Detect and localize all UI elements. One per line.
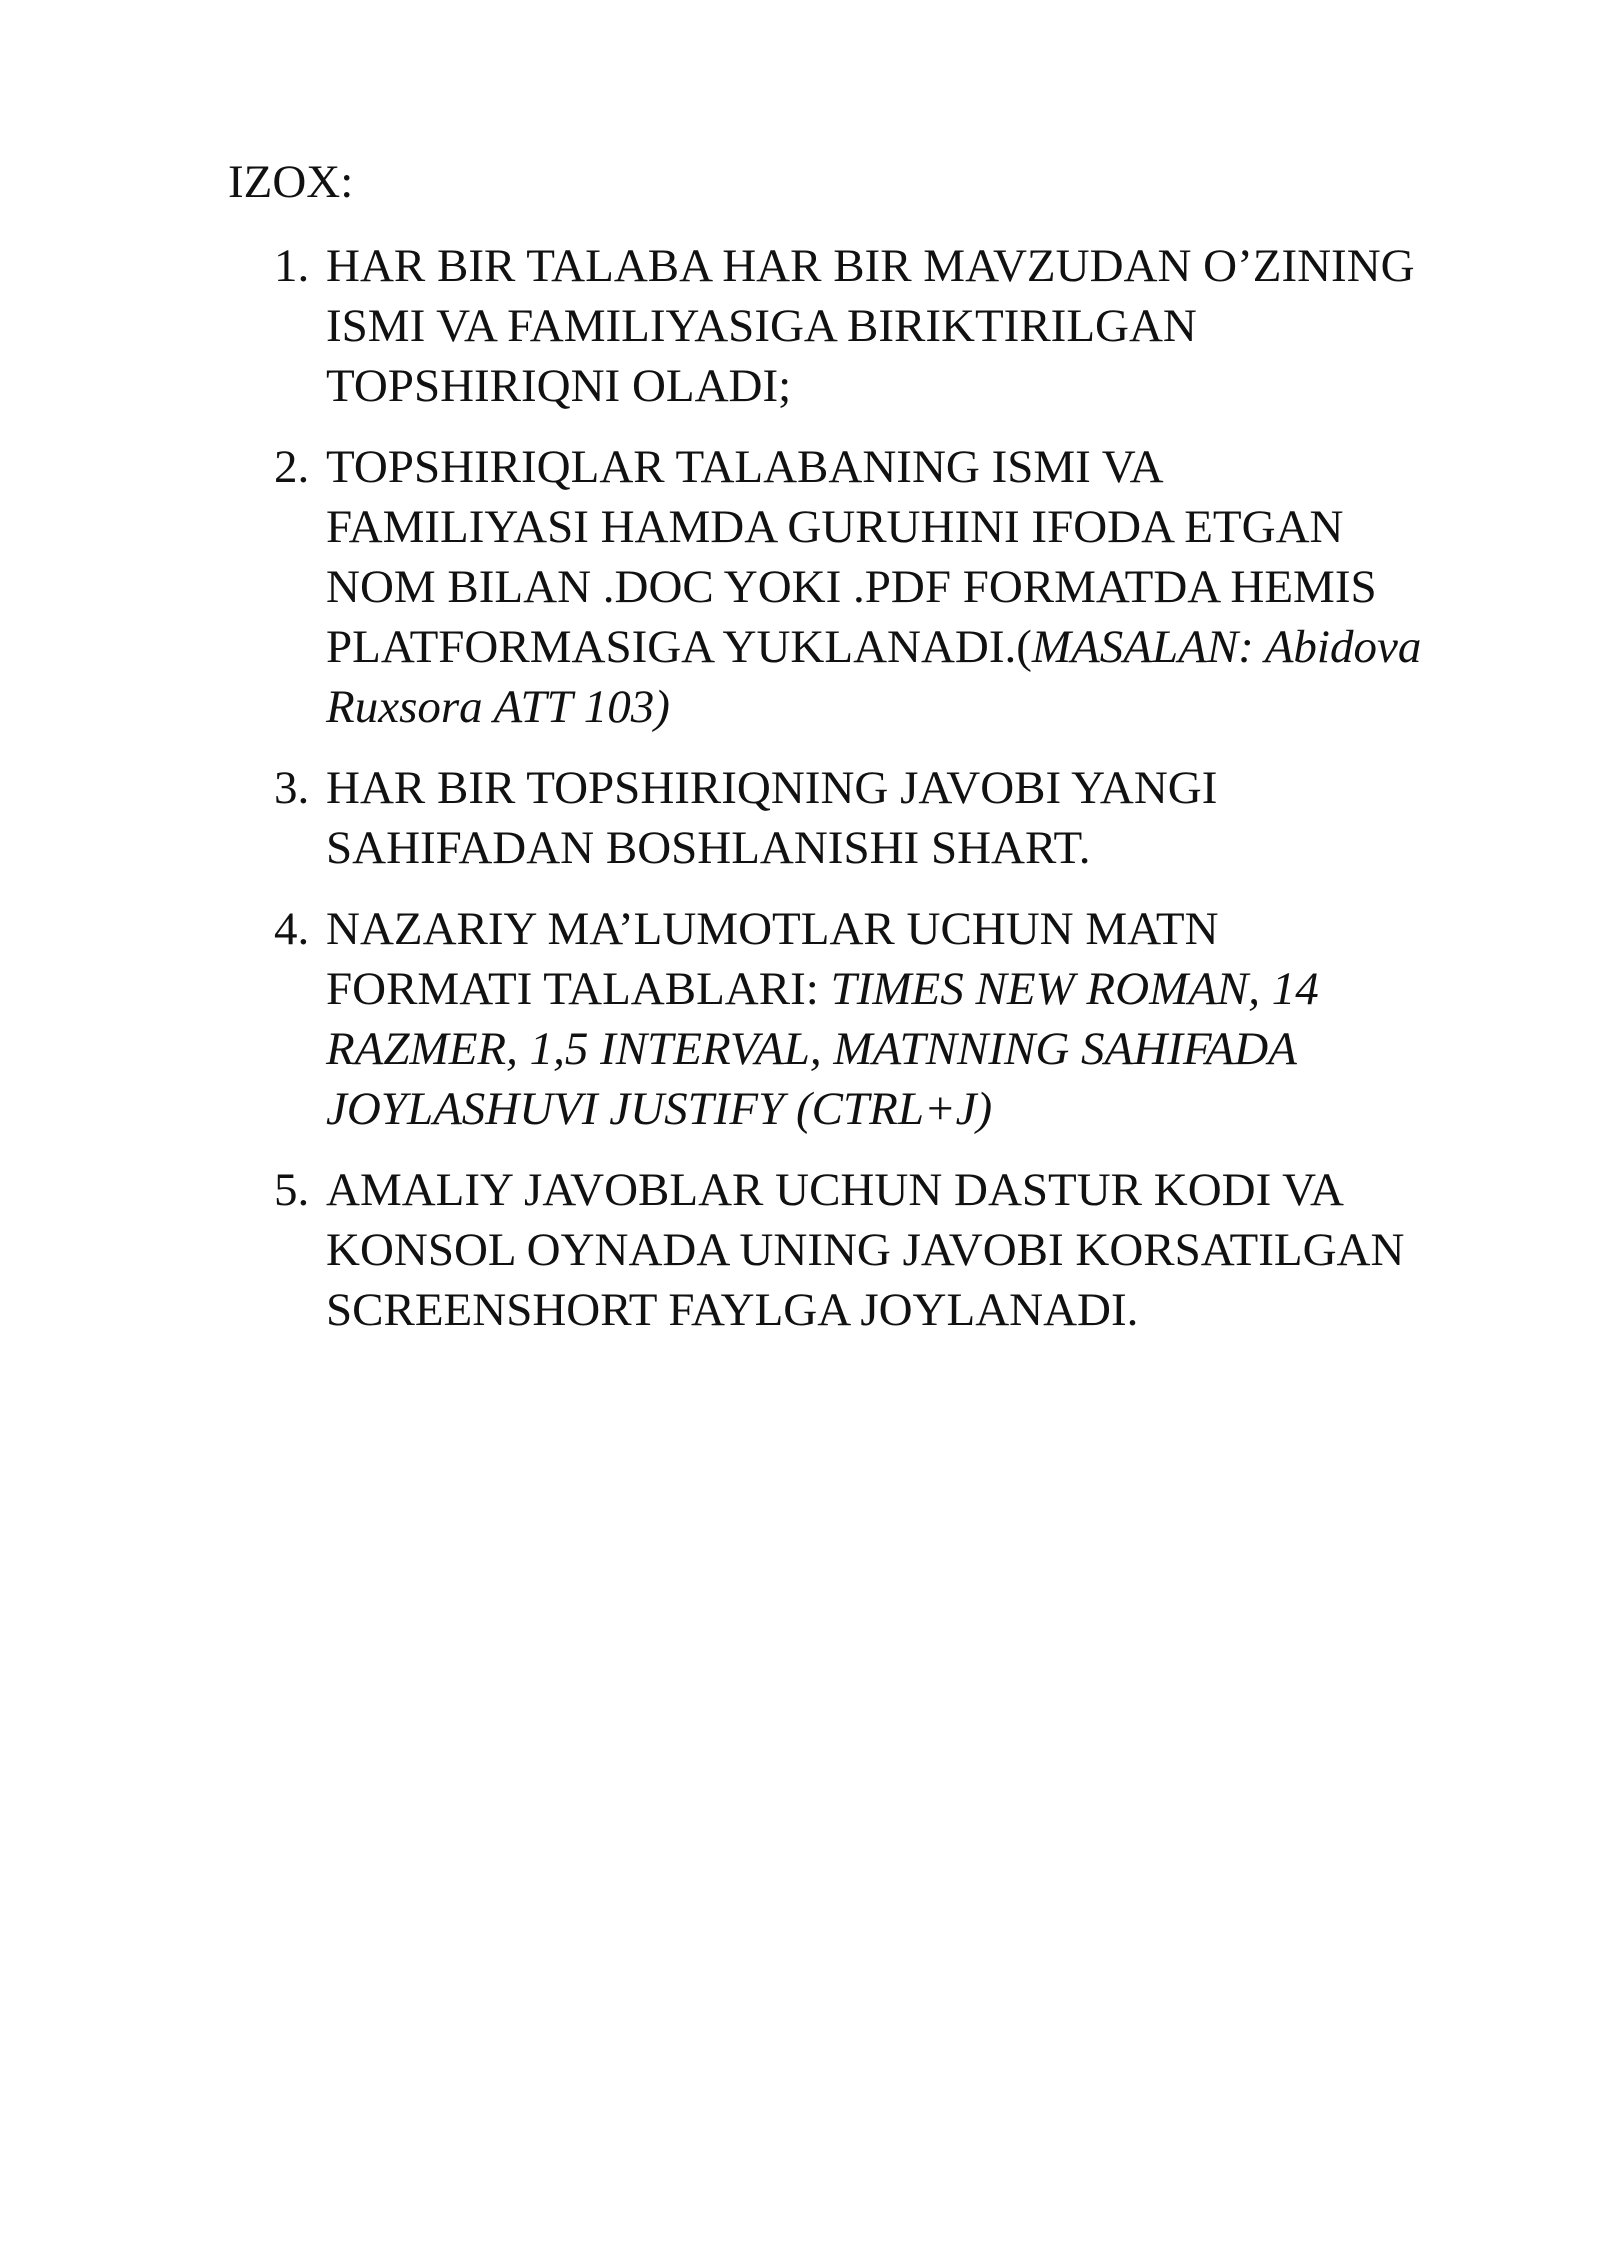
note-line: SAHIFADAN BOSHLANISHI SHART.	[326, 822, 1091, 874]
note-line: KONSOL OYNADA UNING JAVOBI KORSATILGAN	[326, 1224, 1405, 1276]
note-line: HAR BIR TALABA HAR BIR MAVZUDAN O’ZINING	[326, 240, 1415, 292]
notes-heading: IZOX:	[228, 156, 354, 208]
note-line: NOM BILAN .DOC YOKI .PDF FORMATDA HEMIS	[326, 561, 1377, 613]
note-number: 1.	[274, 240, 310, 292]
note-line: HAR BIR TOPSHIRIQNING JAVOBI YANGI	[326, 762, 1218, 814]
note-item-2	[274, 437, 1494, 737]
note-number: 5.	[274, 1164, 310, 1216]
note-line: SCREENSHORT FAYLGA JOYLANADI.	[326, 1284, 1139, 1336]
note-line: NAZARIY MA’LUMOTLAR UCHUN MATN	[326, 903, 1219, 955]
note-item-5	[274, 1160, 1494, 1340]
format-requirements-text: JOYLASHUVI JUSTIFY (CTRL+J)	[326, 1083, 993, 1135]
note-line: AMALIY JAVOBLAR UCHUN DASTUR KODI VA	[326, 1164, 1344, 1216]
example-filename-text: MASALAN: Abidova	[1031, 621, 1422, 673]
format-requirements-text: TIMES NEW ROMAN, 14	[830, 963, 1319, 1015]
note-number: 3.	[274, 762, 310, 814]
notes-list	[274, 236, 1494, 1361]
note-item-3	[274, 758, 1494, 878]
format-requirements-text: RAZMER, 1,5 INTERVAL, MATNNING SAHIFADA	[326, 1023, 1297, 1075]
note-line	[326, 617, 1494, 677]
note-line: TOPSHIRIQNI OLADI;	[326, 360, 792, 412]
note-text-normal: PLATFORMASIGA YUKLANADI.(	[326, 621, 1032, 673]
note-line: ISMI VA FAMILIYASIGA BIRIKTIRILGAN	[326, 300, 1197, 352]
note-number: 2.	[274, 441, 310, 493]
note-line: TOPSHIRIQLAR TALABANING ISMI VA	[326, 441, 1164, 493]
note-line	[326, 959, 1494, 1019]
example-filename-text: Ruxsora ATT 103)	[326, 681, 670, 733]
note-item-4	[274, 899, 1494, 1139]
note-number: 4.	[274, 903, 310, 955]
note-text-normal: FORMATI TALABLARI:	[326, 963, 831, 1015]
note-line: FAMILIYASI HAMDA GURUHINI IFODA ETGAN	[326, 501, 1344, 553]
note-item-1	[274, 236, 1494, 416]
